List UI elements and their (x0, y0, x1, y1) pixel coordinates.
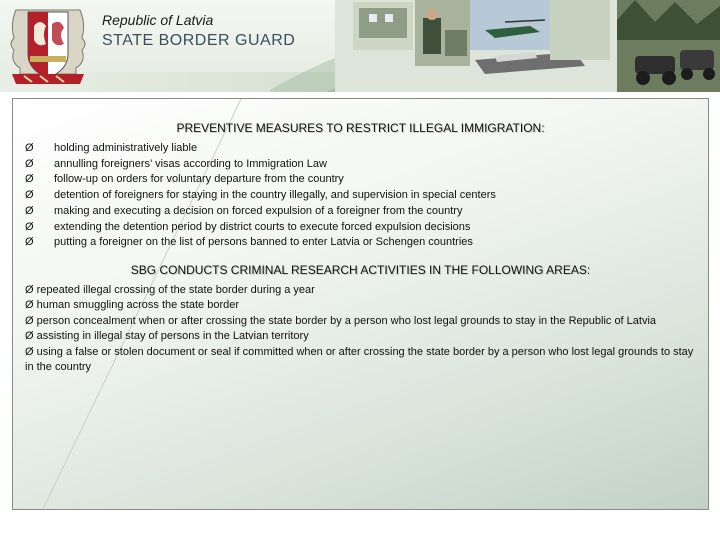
list-item: Ø extending the detention period by district courts to execute forced expulsion decisions (25, 220, 496, 236)
coat-of-arms-emblem (6, 4, 90, 88)
arrow-bullet-icon: Ø (25, 236, 34, 249)
list-item: Ø detention of foreigners for staying in the country illegally, and supervision in special centers (25, 188, 496, 204)
org-country-label: Republic of Latvia (102, 12, 214, 28)
arrow-bullet-icon: Ø (25, 220, 34, 233)
section-heading-criminal-research: SBG CONDUCTS CRIMINAL RESEARCH ACTIVITIES IN THE FOLLOWING AREAS: (130, 263, 591, 277)
header-photo-collage (335, 0, 720, 92)
list-item: Ø using a false or stolen document or seal if committed when or after crossing the state border by a person who lost legal grounds to stay in the country (25, 345, 694, 374)
list-item: Ø follow-up on orders for voluntary departure from the country (25, 172, 496, 188)
list-item: Ø putting a foreigner on the list of persons banned to enter Latvia or Schengen countries (25, 235, 496, 251)
list-item: Ø repeated illegal crossing of the state border during a year (25, 284, 315, 296)
list-item: Ø making and executing a decision on forced expulsion of a foreigner from the country (25, 204, 496, 220)
arrow-bullet-icon: Ø (25, 189, 34, 202)
list-item: Ø holding administratively liable (25, 141, 496, 157)
list-item: Ø assisting in illegal stay of persons in the Latvian territory (25, 330, 309, 343)
arrow-bullet-icon: Ø (25, 173, 34, 186)
arrow-bullet-icon: Ø (25, 204, 34, 217)
list-item: Ø human smuggling across the state border (25, 299, 240, 312)
org-name-title: STATE BORDER GUARD (102, 32, 296, 49)
list-item: Ø person concealment when or after crossing the state border by a person who lost legal grounds to stay in the Republic of Latvia (25, 314, 657, 327)
content-panel (12, 98, 709, 510)
arrow-bullet-icon: Ø (25, 142, 34, 154)
criminal-research-areas-list (25, 283, 697, 375)
section-heading-preventive-measures: PREVENTIVE MEASURES TO RESTRICT ILLEGAL IMMIGRATION: (176, 121, 545, 135)
list-item: Ø annulling foreigners’ visas according to Immigration Law (25, 157, 496, 173)
arrow-bullet-icon: Ø (25, 157, 34, 170)
preventive-measures-list (25, 141, 496, 251)
header-banner (0, 0, 720, 92)
